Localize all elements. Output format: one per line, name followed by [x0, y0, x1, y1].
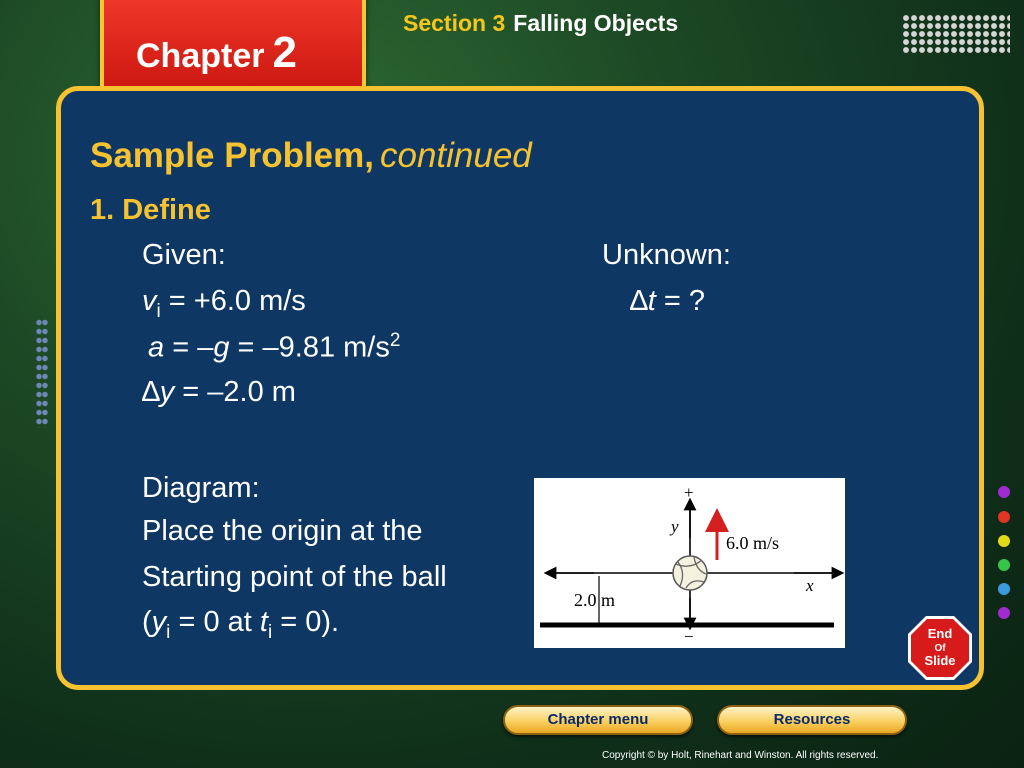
- sub-i: i: [166, 621, 171, 643]
- squared: 2: [389, 330, 401, 351]
- plus-label: +: [684, 483, 694, 502]
- bullet-blue: [998, 583, 1010, 595]
- velocity-value: = +6.0 m/s: [160, 285, 306, 317]
- delta-symbol: ∆: [630, 285, 648, 317]
- diagram-label: Diagram:: [142, 472, 260, 504]
- given-acceleration: [148, 330, 400, 365]
- height-label: 2.0 m: [574, 590, 616, 610]
- minus-label: −: [684, 627, 694, 646]
- var-a: a: [148, 331, 165, 364]
- unknown-label: Unknown:: [602, 239, 731, 271]
- given-initial-velocity: [142, 285, 306, 323]
- ball-diagram: [534, 478, 845, 648]
- end-text: End: [927, 626, 953, 641]
- diagram-text-line-3: [142, 606, 339, 644]
- slide-title: [90, 136, 532, 176]
- section-heading: [403, 10, 678, 37]
- slide-title-bold: Sample Problem,: [90, 136, 374, 175]
- y-axis-label: y: [671, 517, 679, 536]
- text-mid: = 0 at: [170, 606, 260, 638]
- end-of-slide-button[interactable]: [906, 614, 974, 682]
- section-title: Falling Objects: [513, 10, 679, 36]
- x-axis-label: x: [806, 576, 814, 595]
- bullet-red: [998, 511, 1010, 523]
- velocity-label: 6.0 m/s: [726, 533, 780, 553]
- section-label: Section 3: [403, 10, 506, 36]
- a-equals: = –: [164, 331, 214, 364]
- decorative-dot-grid: [902, 14, 1010, 54]
- given-displacement: [142, 376, 296, 409]
- var-v: v: [142, 285, 157, 317]
- var-t: t: [259, 606, 268, 638]
- ball-diagram-svg: [534, 478, 845, 648]
- unknown-time: [630, 285, 705, 318]
- acceleration-value: = –9.81 m/s: [229, 331, 390, 364]
- slide-text: Slide: [924, 653, 956, 668]
- resources-button[interactable]: Resources: [717, 705, 907, 735]
- displacement-value: = –2.0 m: [174, 376, 296, 408]
- slide-title-italic: continued: [379, 136, 532, 175]
- var-t: t: [647, 285, 656, 317]
- var-y: y: [151, 606, 167, 638]
- sub-i: i: [156, 300, 161, 322]
- copyright-notice: Copyright © by Holt, Rinehart and Winston. All rights reserved.: [602, 750, 879, 761]
- paren-close: = 0).: [272, 606, 340, 638]
- sub-i: i: [267, 621, 273, 643]
- var-y: y: [159, 376, 175, 408]
- bullet-green: [998, 559, 1010, 571]
- chapter-heading: [136, 28, 297, 78]
- chapter-word: Chapter: [136, 37, 265, 75]
- paren-open: (: [142, 606, 152, 638]
- step-heading: 1. Define: [90, 194, 211, 226]
- delta-symbol: ∆: [142, 376, 160, 408]
- diagram-text-line-1: Place the origin at the: [142, 515, 423, 547]
- chapter-menu-button[interactable]: Chapter menu: [503, 705, 693, 735]
- decorative-side-dots: [36, 318, 48, 428]
- of-text: Of: [934, 643, 946, 654]
- volleyball-icon: [673, 556, 707, 590]
- bullet-purple-2: [998, 607, 1010, 619]
- chapter-number: 2: [272, 28, 297, 77]
- given-label: Given:: [142, 239, 226, 271]
- diagram-text-line-2: Starting point of the ball: [142, 561, 447, 593]
- bullet-purple-1: [998, 486, 1010, 498]
- unknown-value: = ?: [655, 285, 705, 317]
- var-g: g: [213, 331, 230, 364]
- bullet-yellow: [998, 535, 1010, 547]
- stop-sign-icon: [906, 614, 974, 682]
